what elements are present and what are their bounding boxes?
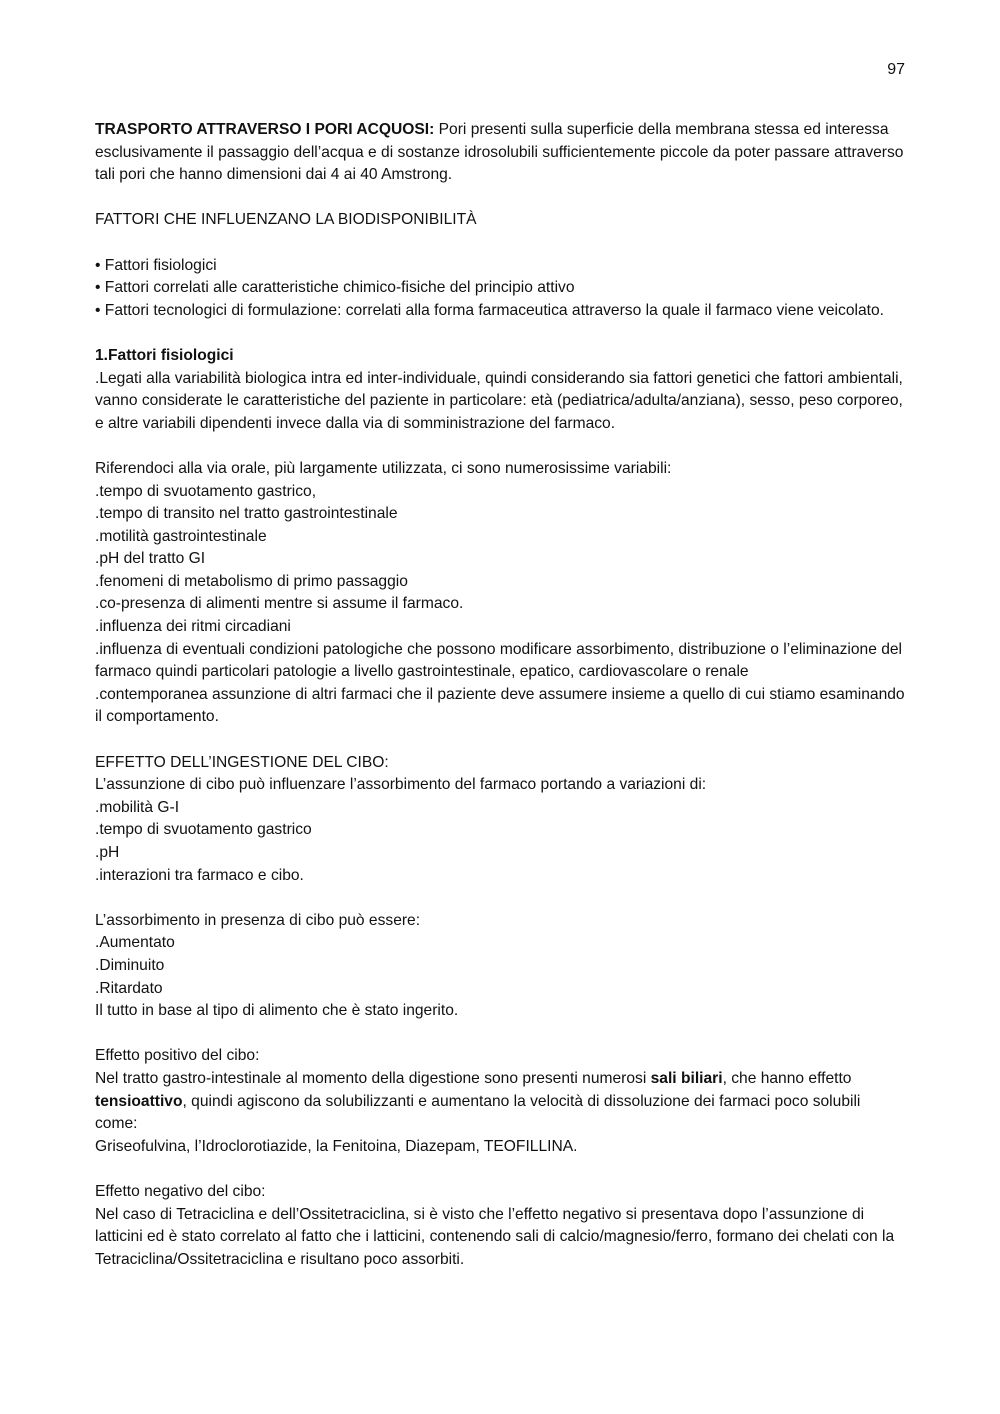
page-number: 97 xyxy=(887,61,905,78)
negativo-text: Nel caso di Tetraciclina e dell’Ossitetraciclina, si è visto che l’effetto negativo si presentava dopo l’assunzione di latticini ed è stato correlato al fatto che i latticini, contenendo sali di calcio/magnesio/ferro, formano dei chelati con la Tetraciclina/Ossitetraciclina e risultano poco assorbiti. xyxy=(95,1205,895,1268)
orale-item: .motilità gastrointestinale xyxy=(95,527,267,545)
orale-item: .co-presenza di alimenti mentre si assume il farmaco. xyxy=(95,595,464,613)
positivo-title: Effetto positivo del cibo: xyxy=(95,1047,260,1065)
orale-item: .pH del tratto GI xyxy=(95,550,206,568)
fattori-item: • Fattori correlati alle caratteristiche chimico-fisiche del principio attivo xyxy=(95,279,575,297)
document-body xyxy=(95,119,907,1271)
orale-item: .tempo di svuotamento gastrico, xyxy=(95,482,317,500)
sali-biliari-term: sali biliari xyxy=(650,1069,723,1087)
pori-heading: TRASPORTO ATTRAVERSO I PORI ACQUOSI: xyxy=(95,121,435,138)
cibo-title: EFFETTO DELL’INGESTIONE DEL CIBO: xyxy=(95,753,389,771)
assorbimento-item: .Aumentato xyxy=(95,934,175,952)
negativo-title: Effetto negativo del cibo: xyxy=(95,1182,266,1200)
pori-text: Pori presenti sulla superficie della membrana stessa ed interessa esclusivamente il passaggio dell’acqua e di sostanze idrosolubili sufficientemente piccole da poter passare attraverso tali pori che hanno dimensioni dai 4 ai 40 Amstrong. xyxy=(95,121,904,184)
positivo-examples: Griseofulvina, l’Idroclorotiazide, la Fenitoina, Diazepam, TEOFILLINA. xyxy=(95,1137,578,1155)
cibo-intro: L’assunzione di cibo può influenzare l’assorbimento del farmaco portando a variazioni di: xyxy=(95,776,707,794)
assorbimento-intro: L’assorbimento in presenza di cibo può essere: xyxy=(95,911,421,929)
orale-item: .tempo di transito nel tratto gastrointestinale xyxy=(95,505,398,523)
fattori-item: • Fattori tecnologici di formulazione: correlati alla forma farmaceutica attraverso la quale il farmaco viene veicolato. xyxy=(95,301,884,319)
fisiologici-heading: 1.Fattori fisiologici xyxy=(95,346,234,364)
orale-intro: Riferendoci alla via orale, più largamente utilizzata, ci sono numerosissime variabili: xyxy=(95,459,672,477)
orale-item: .influenza di eventuali condizioni patologiche che possono modificare assorbimento, distribuzione o l’eliminazione del farmaco quindi particolari patologie a livello gastrointestinale, epatico, cardiovascolare o renale xyxy=(95,640,903,681)
cibo-item: .tempo di svuotamento gastrico xyxy=(95,821,312,839)
assorbimento-outro: Il tutto in base al tipo di alimento che è stato ingerito. xyxy=(95,1002,459,1020)
fattori-title: FATTORI CHE INFLUENZANO LA BIODISPONIBILITÀ xyxy=(95,211,477,229)
positivo-paragraph: Nel tratto gastro-intestinale al momento della digestione sono presenti numerosi sali biliari, che hanno effetto tensioattivo, quindi agiscono da solubilizzanti e aumentano la velocità di dissoluzione dei farmaci poco solubili come: xyxy=(95,1069,861,1133)
cibo-item: .mobilità G-I xyxy=(95,798,180,816)
cibo-item: .interazioni tra farmaco e cibo. xyxy=(95,866,304,884)
tensioattivo-term: tensioattivo xyxy=(95,1092,183,1110)
assorbimento-item: .Ritardato xyxy=(95,979,163,997)
pori-paragraph xyxy=(95,119,907,187)
orale-item: .influenza dei ritmi circadiani xyxy=(95,618,291,636)
cibo-item: .pH xyxy=(95,844,120,861)
orale-item: .contemporanea assunzione di altri farmaci che il paziente deve assumere insieme a quello di cui stiamo esaminando il comportamento. xyxy=(95,685,905,726)
orale-item: .fenomeni di metabolismo di primo passaggio xyxy=(95,572,408,590)
fattori-item: • Fattori fisiologici xyxy=(95,256,217,274)
assorbimento-item: .Diminuito xyxy=(95,956,165,974)
fisiologici-text: .Legati alla variabilità biologica intra ed inter-individuale, quindi considerando sia fattori genetici che fattori ambientali, vanno considerate le caratteristiche del paziente in particolare: età (pediatrica/adulta/anziana), sesso, peso corporeo, e altre variabili dipendenti invece dalla via di somministrazione del farmaco. xyxy=(95,369,903,432)
